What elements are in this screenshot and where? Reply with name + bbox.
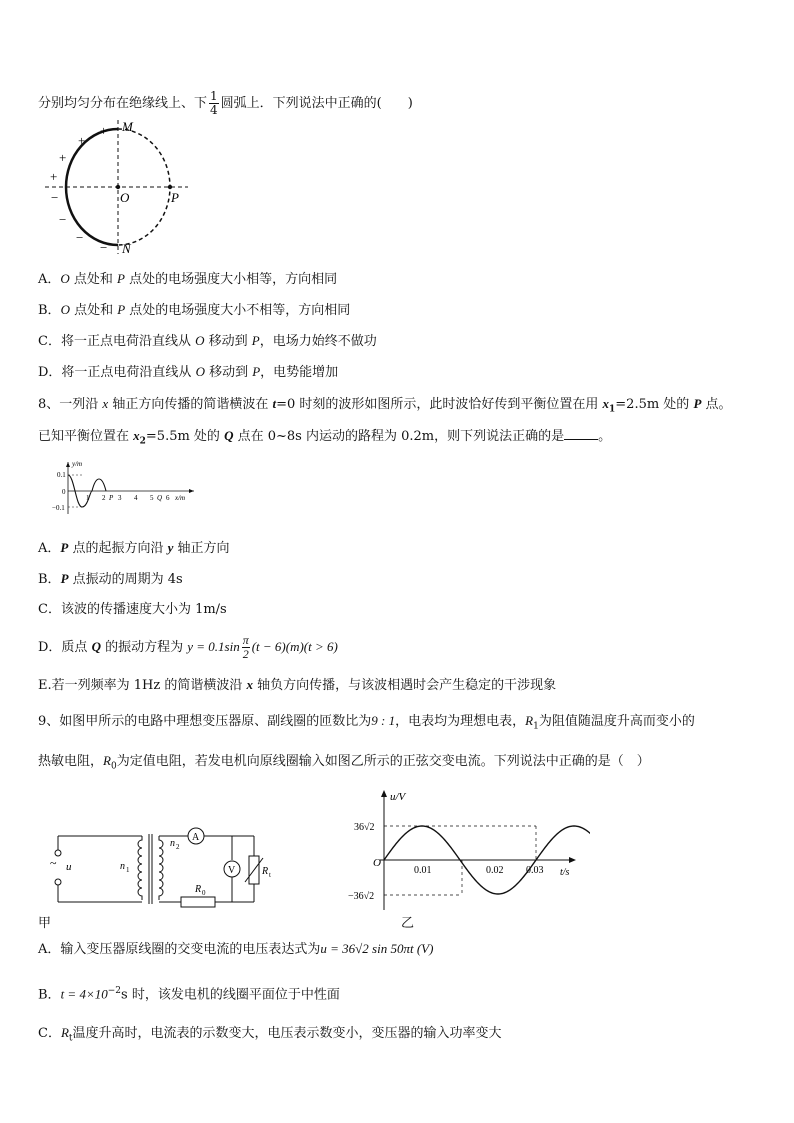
minus-sign: − (51, 190, 59, 205)
option-label: B． (38, 987, 61, 1003)
x-tick: 5 (150, 494, 154, 502)
q7-option-c (38, 332, 377, 351)
plus-sign: + (78, 133, 86, 148)
var-x: x (102, 396, 109, 411)
text: 已知平衡位置在 (38, 429, 134, 444)
q8-stem-line2 (38, 427, 611, 451)
t-arrow (569, 857, 576, 863)
q7-option-a (38, 270, 337, 289)
frac-num: 1 (210, 89, 218, 103)
secondary-coil (159, 836, 163, 900)
option-label: D．质点 (38, 640, 92, 655)
var-t: t (272, 396, 277, 411)
text: =2.5m 处的 (615, 397, 694, 412)
text: 移动到 (204, 334, 252, 349)
q8-option-e (38, 676, 556, 695)
q8-option-a (38, 539, 230, 558)
var-O: O (60, 302, 70, 317)
x-tick: 3 (118, 494, 122, 502)
q9-option-c (38, 1024, 502, 1048)
q8-option-b (38, 570, 183, 589)
var-O: O (60, 271, 70, 286)
var-x1: x (602, 396, 610, 411)
label-n2: n (170, 838, 175, 849)
voltage-sine-graph (340, 786, 590, 914)
eq-y: y (187, 639, 193, 654)
resistor-R0 (181, 897, 215, 907)
text: 热敏电阻， (38, 754, 104, 769)
wave-graph (44, 456, 204, 518)
x-tick: 2 (102, 494, 106, 502)
text: 9、如图甲所示的电路中理想变压器原、副线圈的匝数比为 (38, 714, 372, 729)
var-x2: x (133, 428, 140, 443)
min-label: −36√2 (348, 891, 375, 902)
var-P: P (60, 540, 69, 555)
text: 轴负方向传播，与该波相遇时会产生稳定的干涉现象 (252, 678, 557, 693)
y-arrow (66, 462, 70, 467)
label-n1: n (120, 861, 125, 872)
max-label: 36√2 (354, 822, 375, 833)
t-tick: 0.02 (486, 865, 504, 876)
text: 轴正方向传播的简谐横波在 (108, 397, 273, 412)
equation: t = 4×10 (60, 986, 108, 1002)
fraction-pi-over-2 (242, 634, 250, 661)
y-tick-zero: 0 (62, 488, 66, 496)
var-R: R (103, 753, 111, 768)
origin-label: O (373, 857, 381, 869)
figure-label-jia: 甲 (38, 916, 52, 931)
label-N: N (122, 241, 131, 256)
y-tick-pos: 0.1 (57, 471, 66, 479)
subscript: 0 (110, 761, 117, 772)
var-P: P (251, 333, 260, 348)
point-O (116, 185, 120, 189)
answer-blank[interactable] (564, 427, 598, 440)
text: =0 时刻的波形如图所示，此时波恰好传到平衡位置在用 (276, 397, 603, 412)
text: ，电表均为理想电表， (395, 714, 526, 729)
plus-sign: + (50, 169, 58, 184)
terminal (55, 879, 61, 885)
subscript: 1 (609, 404, 616, 415)
point-Q-label: Q (157, 494, 163, 502)
point-P-label: P (109, 494, 114, 502)
label-M: M (122, 119, 133, 134)
t-tick: 0.03 (526, 865, 544, 876)
primary-coil (138, 836, 142, 900)
label-P: P (171, 190, 179, 205)
text: 点处的电场强度大小不相等，方向相同 (125, 303, 351, 318)
text: 为定值电阻，若发电机向原线圈输入如图乙所示的正弦交变电流。下列说法中正确的是（ ） (116, 754, 650, 769)
var-R: R (60, 1025, 69, 1040)
minus-sign: − (100, 240, 108, 255)
q8-option-c (38, 601, 227, 619)
var-P: P (117, 271, 125, 286)
subscript: 2 (139, 436, 146, 447)
text: 为阻值随温度升高而变小的 (538, 714, 695, 729)
label-R0: R (195, 884, 202, 895)
intro-line (38, 90, 413, 117)
plus-sign: + (100, 123, 108, 138)
label-Rt-sub: t (269, 871, 271, 879)
label-O: O (120, 190, 130, 205)
x-tick: 1 (86, 494, 90, 502)
x-label: x/m (175, 494, 186, 502)
q9-stem-line2 (38, 752, 650, 776)
voltmeter-label: V (228, 865, 236, 876)
text: 的振动方程为 (100, 640, 188, 655)
frac-num: π (242, 633, 249, 647)
point-P (168, 185, 172, 189)
label-R0-sub: 0 (202, 889, 206, 897)
option-label: D．将一正点电荷沿直线从 (38, 365, 196, 380)
option-label: A． (38, 541, 61, 556)
q8-option-d (38, 632, 338, 663)
text: 。 (598, 429, 612, 444)
plus-sign: + (59, 150, 67, 165)
x-arrow (189, 489, 194, 493)
q7-option-d (38, 363, 338, 382)
text: 点的起振方向沿 (68, 541, 168, 556)
text: 点振动的周期为 4s (68, 572, 183, 587)
transformer-circuit (38, 822, 278, 917)
ammeter-label: A (192, 832, 200, 843)
label-u: u (66, 861, 72, 873)
label-n1-sub: 1 (126, 866, 130, 874)
eq-part: (t − 6)(m)(t > 6) (251, 639, 338, 654)
option-label: A． (38, 272, 61, 287)
var-x: x (246, 677, 253, 692)
q7-option-b (38, 301, 350, 320)
frac-den: 2 (242, 647, 249, 661)
var-P: P (252, 364, 261, 379)
fraction-quarter (209, 90, 219, 117)
option-label: A．输入变压器原线圈的交变电流的电压表达式为 (38, 942, 321, 957)
y-label: y/m (72, 460, 83, 468)
charge-arc-figure (40, 118, 200, 258)
label-n2-sub: 2 (176, 843, 180, 851)
text: 点处的电场强度大小相等，方向相同 (125, 272, 338, 287)
var-O: O (195, 333, 205, 348)
figure-label-yi: 乙 (401, 916, 415, 931)
text: 点。 (701, 397, 732, 412)
minus-sign: − (76, 230, 84, 245)
minus-sign: − (59, 212, 67, 227)
option-label: C．将一正点电荷沿直线从 (38, 334, 196, 349)
intro-text-end: 圆弧上．下列说法中正确的( ) (220, 96, 413, 111)
text: =5.5m 处的 (145, 429, 225, 444)
text: 温度升高时，电流表的示数变大，电压表示数变小，变压器的输入功率变大 (72, 1026, 502, 1041)
var-y: y (167, 540, 174, 555)
text: ，电场力始终不做功 (259, 334, 377, 349)
subscript: t (68, 1033, 73, 1044)
x-tick: 6 (166, 494, 170, 502)
var-O: O (195, 364, 205, 379)
label-Rt: R (262, 866, 269, 877)
superscript: −2 (107, 986, 122, 996)
equation: u = 36√2 sin 50πt (V) (320, 941, 434, 956)
var-R: R (525, 713, 534, 728)
u-axis-label: u/V (390, 791, 406, 803)
u-arrow (381, 790, 387, 797)
text: 轴正方向 (173, 541, 230, 556)
var-P: P (60, 571, 69, 586)
intro-text: 分别均匀分布在绝缘线上、下 (38, 96, 208, 111)
option-label: C． (38, 1026, 61, 1041)
text: 点处和 (69, 272, 118, 287)
t-tick: 0.01 (414, 865, 432, 876)
q9-stem-line1 (38, 712, 695, 736)
q8-stem-line1 (38, 395, 732, 419)
text: 点在 0~8s 内运动的路程为 0.2m，则下列说法正确的是 (233, 429, 565, 444)
subscript: 1 (533, 721, 539, 732)
option-label: E.若一列频率为 1Hz 的简谐横波沿 (38, 678, 247, 693)
text: s 时，该发电机的线圈平面位于中性面 (121, 987, 340, 1003)
q9-option-b (38, 982, 340, 1004)
y-tick-neg: −0.1 (52, 504, 65, 512)
option-label: B． (38, 303, 61, 318)
x-tick: 4 (134, 494, 138, 502)
text: ，电势能增加 (260, 365, 339, 380)
var-P: P (693, 396, 702, 411)
frac-den: 4 (210, 103, 218, 117)
text: 移动到 (204, 365, 253, 380)
option-text: C．该波的传播速度大小为 1m/s (38, 602, 227, 617)
var-Q: Q (224, 428, 234, 443)
text: 点处和 (69, 303, 118, 318)
option-label: B． (38, 572, 61, 587)
var-Q: Q (91, 639, 101, 654)
ratio: 9 : 1 (371, 713, 396, 728)
var-P: P (117, 302, 126, 317)
q9-option-a (38, 940, 433, 959)
text: 8、一列沿 (38, 397, 103, 412)
ac-symbol: ~ (50, 856, 57, 870)
t-axis-label: t/s (560, 867, 570, 878)
eq-part: = 0.1sin (193, 639, 240, 654)
